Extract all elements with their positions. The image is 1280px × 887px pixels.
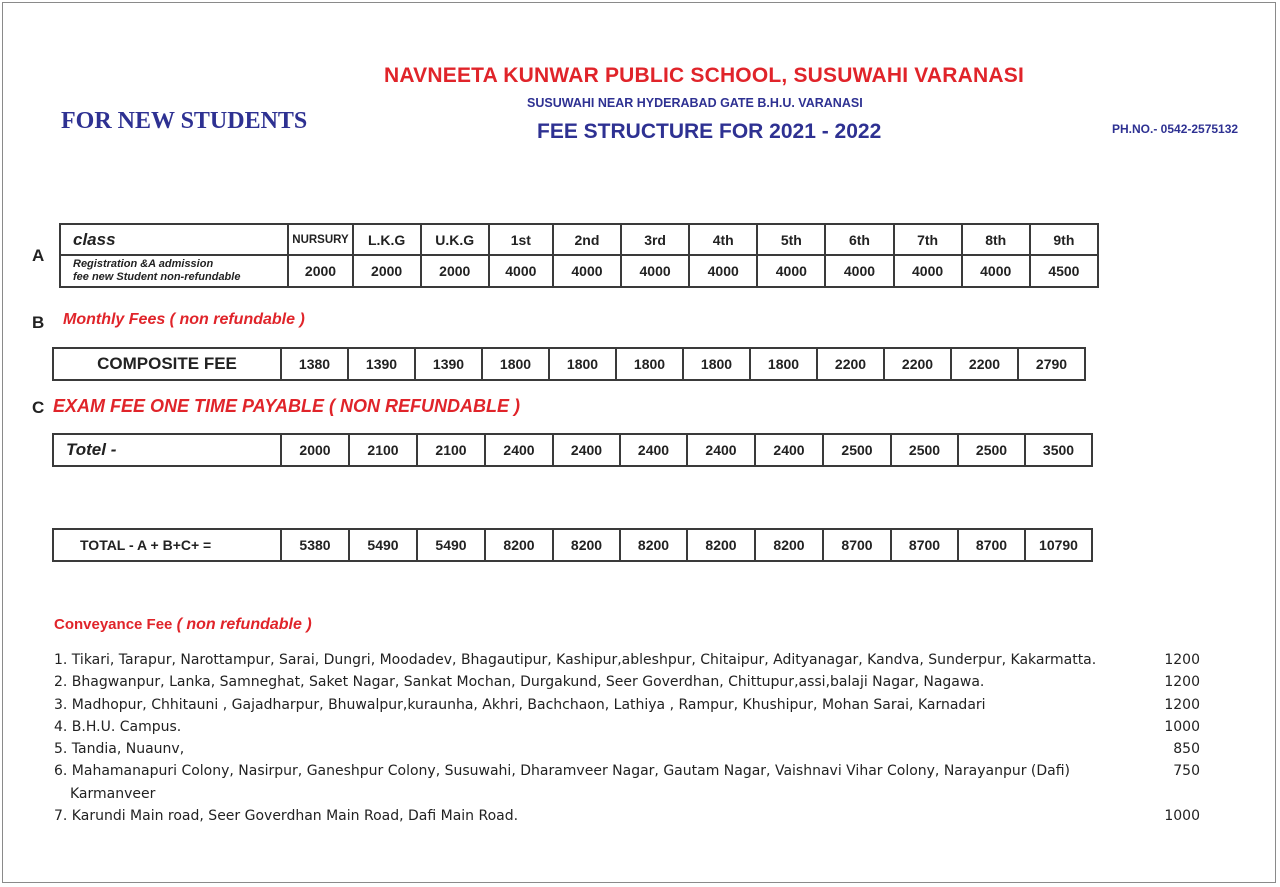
fee-cell: 2400 (620, 434, 687, 466)
school-address: SUSUWAHI NEAR HYDERABAD GATE B.H.U. VARANASI (527, 96, 863, 110)
fee-cell: 2100 (349, 434, 417, 466)
fee-cell: 8200 (485, 529, 553, 561)
route-text: 3. Madhopur, Chhitauni , Gajadharpur, Bhuwalpur,kuraunha, Akhri, Bachchaon, Lathiya , Rampur, Khushipur, Mohan Sarai, Karnadari (54, 696, 986, 713)
fee-cell: 4500 (1030, 255, 1098, 287)
fee-cell: 10790 (1025, 529, 1092, 561)
fee-cell: 2000 (353, 255, 421, 287)
route-text: 5. Tandia, Nuaunv, (54, 741, 185, 758)
class-cell: 7th (894, 224, 962, 255)
registration-label-line1: Registration &A admission (73, 258, 214, 270)
route-amount: 1200 (1164, 674, 1200, 691)
fee-cell: 2400 (485, 434, 553, 466)
conveyance-title (54, 616, 312, 634)
fee-cell: 4000 (962, 255, 1030, 287)
list-item (54, 760, 1214, 782)
fee-cell: 1390 (348, 348, 415, 380)
fee-cell: 4000 (489, 255, 553, 287)
class-cell: L.K.G (353, 224, 421, 255)
fee-cell: 2000 (421, 255, 489, 287)
route-amount: 850 (1173, 741, 1200, 758)
fee-cell: 8200 (553, 529, 620, 561)
class-cell: 1st (489, 224, 553, 255)
list-item (54, 805, 1214, 827)
fee-cell: 4000 (553, 255, 621, 287)
fee-cell: 4000 (894, 255, 962, 287)
route-amount: 1000 (1164, 807, 1200, 824)
fee-cell: 1800 (549, 348, 616, 380)
phone-number: PH.NO.- 0542-2575132 (1112, 122, 1239, 136)
conveyance-note: ( non refundable ) (176, 616, 312, 633)
fee-cell: 2000 (288, 255, 352, 287)
fee-cell: 5490 (349, 529, 417, 561)
fee-cell: 2790 (1018, 348, 1085, 380)
class-cell: NURSURY (288, 224, 352, 255)
fee-cell: 1800 (683, 348, 750, 380)
fee-cell: 2500 (823, 434, 891, 466)
fee-cell: 1800 (750, 348, 817, 380)
list-item (54, 671, 1214, 693)
fee-cell: 2400 (755, 434, 823, 466)
fee-cell: 8700 (823, 529, 891, 561)
class-cell: 2nd (553, 224, 621, 255)
section-b-letter: B (32, 313, 45, 332)
fee-cell: 3500 (1025, 434, 1092, 466)
class-cell: 6th (825, 224, 893, 255)
registration-label-line2: fee new Student non-refundable (73, 271, 241, 283)
class-cell: 8th (962, 224, 1030, 255)
fee-cell: 5380 (281, 529, 349, 561)
fee-cell: 1390 (415, 348, 482, 380)
fee-cell: 5490 (417, 529, 485, 561)
list-item (54, 694, 1214, 716)
fee-cell: 1800 (616, 348, 683, 380)
conveyance-title-text: Conveyance Fee (54, 616, 173, 633)
fee-cell: 8200 (687, 529, 755, 561)
class-header: class (60, 224, 288, 255)
fee-cell: 4000 (757, 255, 825, 287)
fee-cell: 8700 (958, 529, 1025, 561)
route-amount: 750 (1173, 763, 1200, 780)
class-cell: 9th (1030, 224, 1098, 255)
route-text: 4. B.H.U. Campus. (54, 718, 182, 735)
total-fee-table (52, 528, 1093, 562)
route-amount: 1000 (1164, 718, 1200, 735)
list-item (54, 716, 1214, 738)
total-fee-label: TOTAL - A + B+C+ = (53, 529, 281, 561)
fee-cell: 2400 (687, 434, 755, 466)
exam-fee-table (52, 433, 1093, 467)
total-fee-row (53, 529, 1092, 561)
fee-cell: 2400 (553, 434, 620, 466)
registration-fee-row (60, 255, 1098, 287)
exam-fee-row (53, 434, 1092, 466)
route-text: 6. Mahamanapuri Colony, Nasirpur, Ganeshpur Colony, Susuwahi, Dharamveer Nagar, Gautam Nagar, Vaishnavi Vihar Colony, Narayanpur (Dafi) (54, 763, 1071, 780)
route-text: 1. Tikari, Tarapur, Narottampur, Sarai, Dungri, Moodadev, Bhagautipur, Kashipur,ableshpur, Chitaipur, Adityanagar, Kandva, Sunderpur, Kakarmatta. (54, 652, 1097, 668)
class-cell: 5th (757, 224, 825, 255)
section-c-letter: C (32, 398, 45, 417)
fee-cell: 2500 (891, 434, 958, 466)
fee-cell: 1380 (281, 348, 348, 380)
composite-fee-table (52, 347, 1086, 381)
fee-cell: 1800 (482, 348, 549, 380)
class-cell: 3rd (621, 224, 689, 255)
route-amount: 1200 (1164, 696, 1200, 713)
conveyance-list (54, 649, 1214, 827)
route-amount (1158, 783, 1214, 805)
fee-cell: 2000 (281, 434, 349, 466)
class-cell: U.K.G (421, 224, 489, 255)
fee-cell: 8700 (891, 529, 958, 561)
section-b-title: Monthly Fees ( non refundable ) (63, 311, 305, 328)
fee-cell: 8200 (755, 529, 823, 561)
list-item (54, 649, 1214, 671)
fee-cell: 8200 (620, 529, 687, 561)
fee-cell: 4000 (689, 255, 757, 287)
fee-cell: 2200 (817, 348, 884, 380)
section-c-title: EXAM FEE ONE TIME PAYABLE ( NON REFUNDABLE ) (53, 396, 521, 416)
route-text: 7. Karundi Main road, Seer Goverdhan Main Road, Dafi Main Road. (54, 807, 519, 824)
class-row (60, 224, 1098, 255)
for-new-students-label: FOR NEW STUDENTS (61, 108, 308, 134)
fee-cell: 4000 (825, 255, 893, 287)
list-item (54, 738, 1214, 760)
fee-cell: 2100 (417, 434, 485, 466)
list-item-continuation (54, 783, 1214, 805)
fee-cell: 2200 (884, 348, 951, 380)
composite-fee-row (53, 348, 1085, 380)
route-text: 2. Bhagwanpur, Lanka, Samneghat, Saket Nagar, Sankat Mochan, Durgakund, Seer Goverdhan, Chittupur,assi,balaji Nagar, Nagawa. (54, 674, 985, 691)
fee-cell: 2500 (958, 434, 1025, 466)
fee-cell: 4000 (621, 255, 689, 287)
section-a-letter: A (32, 246, 45, 265)
registration-fee-label (60, 255, 288, 287)
section-a-table (59, 223, 1099, 288)
composite-fee-label: COMPOSITE FEE (53, 348, 281, 380)
school-name: NAVNEETA KUNWAR PUBLIC SCHOOL, SUSUWAHI VARANASI (384, 64, 1024, 87)
class-cell: 4th (689, 224, 757, 255)
exam-fee-label: Totel - (53, 434, 281, 466)
fee-structure-title: FEE STRUCTURE FOR 2021 - 2022 (537, 120, 882, 143)
route-amount: 1200 (1164, 652, 1200, 668)
route-text: Karmanveer (70, 785, 156, 802)
fee-cell: 2200 (951, 348, 1018, 380)
